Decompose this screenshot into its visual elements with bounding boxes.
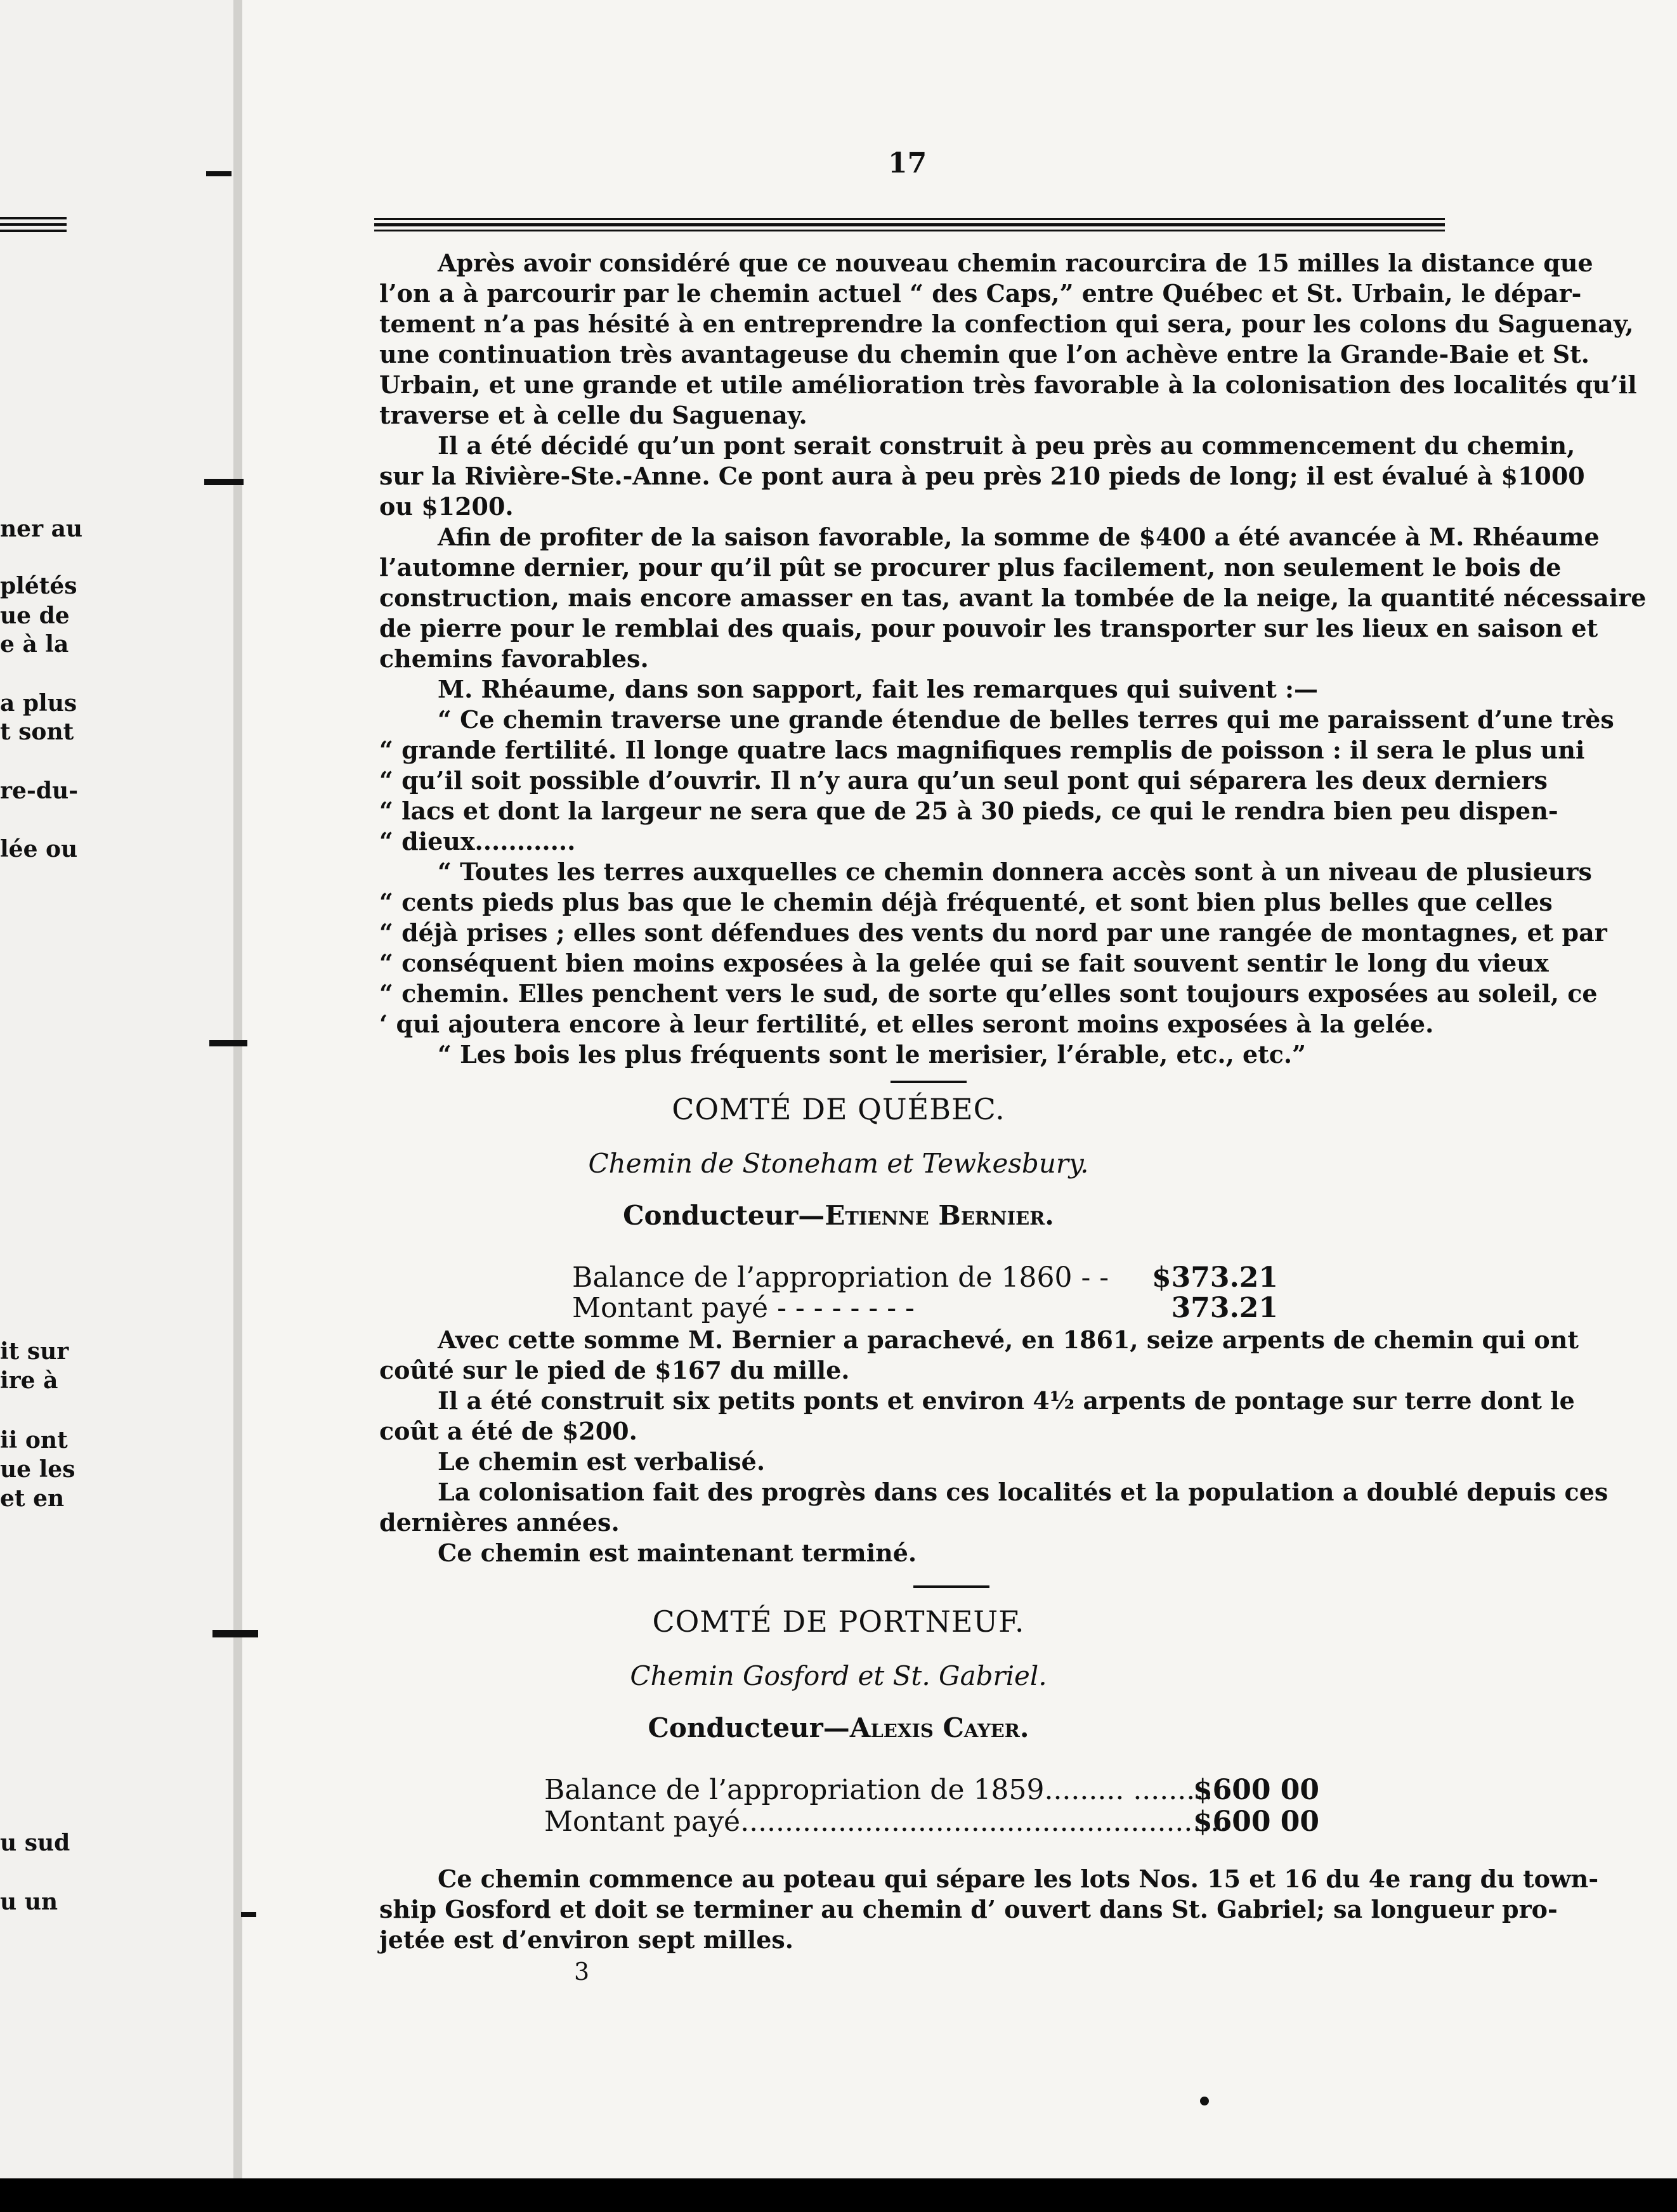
text-line: l’on a à parcourir par le chemin actuel “ des Caps,” entre Québec et St. Urbain, le dépar-: [379, 279, 1582, 308]
left-fragment: ue les: [0, 1456, 75, 1483]
quote-line: “ cents pieds plus bas que le chemin déjà fréquenté, et sont bien plus belles que celles: [379, 888, 1553, 916]
text-line: Ce chemin commence au poteau qui sépare les lots Nos. 15 et 16 du 4e rang du town-: [438, 1864, 1599, 1893]
quote-line: “ déjà prises ; elles sont défendues des vents du nord par une rangée de montagnes, et par: [379, 918, 1607, 947]
finance-label: Balance de l’appropriation de 1860 - -: [572, 1261, 1109, 1294]
left-fragment: ire à: [0, 1367, 58, 1394]
text-line: M. Rhéaume, dans son sapport, fait les remarques qui suivent :—: [438, 675, 1319, 703]
finance-amount: $600 00: [1192, 1805, 1319, 1838]
section-heading: COMTÉ DE PORTNEUF.: [652, 1604, 1025, 1639]
quote-line: “ lacs et dont la largeur ne sera que de 25 à 30 pieds, ce qui le rendra bien peu dispen-: [379, 797, 1558, 825]
quote-line: “ Toutes les terres auxquelles ce chemin donnera accès sont à un niveau de plusieurs: [438, 857, 1592, 886]
finance-label: Balance de l’appropriation de 1859......... .........: [544, 1774, 1213, 1806]
page-gutter: [233, 0, 242, 2178]
text-line: Il a été décidé qu’un pont serait construit à peu près au commencement du chemin,: [438, 431, 1576, 460]
text-line: Afin de profiter de la saison favorable, la somme de $400 a été avancée à M. Rhéaume: [438, 523, 1600, 551]
text-line: l’automne dernier, pour qu’il pût se procurer plus facilement, non seulement le bois de: [379, 553, 1562, 582]
left-fragment: e à la: [0, 631, 69, 658]
signature-mark: 3: [574, 1958, 590, 1986]
conductor-line: [0, 1714, 1677, 1743]
quote-line: “ Ce chemin traverse une grande étendue de belles terres qui me paraissent d’une très: [438, 705, 1614, 734]
road-title: Chemin de Stoneham et Tewkesbury.: [588, 1148, 1089, 1179]
finance-amount: $600 00: [1192, 1774, 1319, 1806]
left-fragment: et en: [0, 1485, 65, 1512]
left-page-rule: [0, 230, 67, 232]
quote-line: “ chemin. Elles penchent vers le sud, de sorte qu’elles sont toujours exposées au soleil, ce: [379, 979, 1598, 1008]
finance-label: Montant payé.......................................................: [544, 1805, 1229, 1838]
text-line: Avec cette somme M. Bernier a parachevé, en 1861, seize arpents de chemin qui ont: [438, 1325, 1579, 1354]
staple-mark: [206, 171, 232, 176]
header-rule: [374, 218, 1445, 220]
ink-dot: [1200, 2097, 1209, 2105]
text-line: sur la Rivière-Ste.-Anne. Ce pont aura à peu près 210 pieds de long; il est évalué à $1000: [379, 462, 1585, 490]
text-line: Après avoir considéré que ce nouveau chemin racourcira de 15 milles la distance que: [438, 249, 1593, 277]
left-fragment: re-du-: [0, 777, 79, 804]
conductor-line: [0, 1201, 1677, 1230]
text-line: construction, mais encore amasser en tas, avant la tombée de la neige, la quantité nécessaire: [379, 583, 1647, 612]
left-fragment: ue de: [0, 602, 70, 629]
text-line: coût a été de $200.: [379, 1417, 637, 1445]
text-line: chemins favorables.: [379, 644, 649, 673]
text-line: coûté sur le pied de $167 du mille.: [379, 1356, 850, 1384]
text-line: une continuation très avantageuse du chemin que l’on achève entre la Grande-Baie et St.: [379, 340, 1589, 368]
text-line: ship Gosford et doit se terminer au chemin d’ ouvert dans St. Gabriel; sa longueur pro-: [379, 1895, 1558, 1923]
finance-amount: 373.21: [1171, 1292, 1278, 1324]
conductor-label: Conducteur—: [623, 1200, 825, 1231]
quote-line: “ Les bois les plus fréquents sont le merisier, l’érable, etc., etc.”: [438, 1040, 1306, 1069]
left-fragment: a plus: [0, 690, 77, 717]
left-fragment: ner au: [0, 516, 83, 542]
quote-line: “ grande fertilité. Il longe quatre lacs magnifiques remplis de poisson : il sera le plus uni: [379, 736, 1585, 764]
section-heading: COMTÉ DE QUÉBEC.: [672, 1092, 1005, 1126]
left-fragment: ii ont: [0, 1427, 68, 1454]
quote-line: “ conséquent bien moins exposées à la gelée qui se fait souvent sentir le long du vieux: [379, 949, 1549, 977]
quote-line: ‘ qui ajoutera encore à leur fertilité, et elles seront moins exposées à la gelée.: [379, 1010, 1434, 1038]
left-page-rule: [0, 217, 67, 219]
text-line: Urbain, et une grande et utile amélioration très favorable à la colonisation des localités qu’il: [379, 370, 1637, 399]
text-line: Il a été construit six petits ponts et environ 4½ arpents de pontage sur terre dont le: [438, 1386, 1575, 1415]
conductor-label: Conducteur—: [648, 1712, 850, 1743]
text-line: de pierre pour le remblai des quais, pour pouvoir les transporter sur les lieux en saison et: [379, 614, 1598, 642]
section-divider: [891, 1081, 967, 1083]
finance-amount: $373.21: [1151, 1261, 1278, 1294]
finance-label: Montant payé - - - - - - - -: [572, 1292, 915, 1324]
left-fragment: t sont: [0, 719, 74, 745]
quote-line: “ dieux............: [379, 827, 576, 856]
text-line: Ce chemin est maintenant terminé.: [438, 1539, 917, 1567]
conductor-name: Alexis Cayer.: [849, 1712, 1029, 1743]
conductor-name: Etienne Bernier.: [825, 1200, 1054, 1231]
left-fragment: it sur: [0, 1338, 69, 1365]
left-fragment: lée ou: [0, 836, 78, 862]
road-title: Chemin Gosford et St. Gabriel.: [630, 1660, 1047, 1691]
left-page-rule: [0, 223, 67, 226]
left-fragment: u un: [0, 1889, 58, 1915]
header-rule: [374, 223, 1445, 226]
section-divider: [913, 1585, 989, 1588]
text-line: Le chemin est verbalisé.: [438, 1447, 766, 1476]
staple-mark: [241, 1912, 256, 1917]
left-fragment: u sud: [0, 1830, 70, 1856]
text-line: jetée est d’environ sept milles.: [379, 1925, 793, 1954]
staple-mark: [204, 479, 244, 485]
staple-mark: [209, 1040, 247, 1046]
header-rule: [374, 230, 1445, 231]
text-line: tement n’a pas hésité à en entreprendre la confection qui sera, pour les colons du Saguenay,: [379, 309, 1634, 338]
left-fragment: plétés: [0, 573, 77, 599]
text-line: ou $1200.: [379, 492, 514, 521]
text-line: La colonisation fait des progrès dans ces localités et la population a doublé depuis ces: [438, 1478, 1608, 1506]
text-line: traverse et à celle du Saguenay.: [379, 401, 807, 429]
text-line: dernières années.: [379, 1508, 620, 1537]
page-number: 17: [888, 147, 927, 179]
quote-line: “ qu’il soit possible d’ouvrir. Il n’y aura qu’un seul pont qui séparera les deux derniers: [379, 766, 1548, 795]
